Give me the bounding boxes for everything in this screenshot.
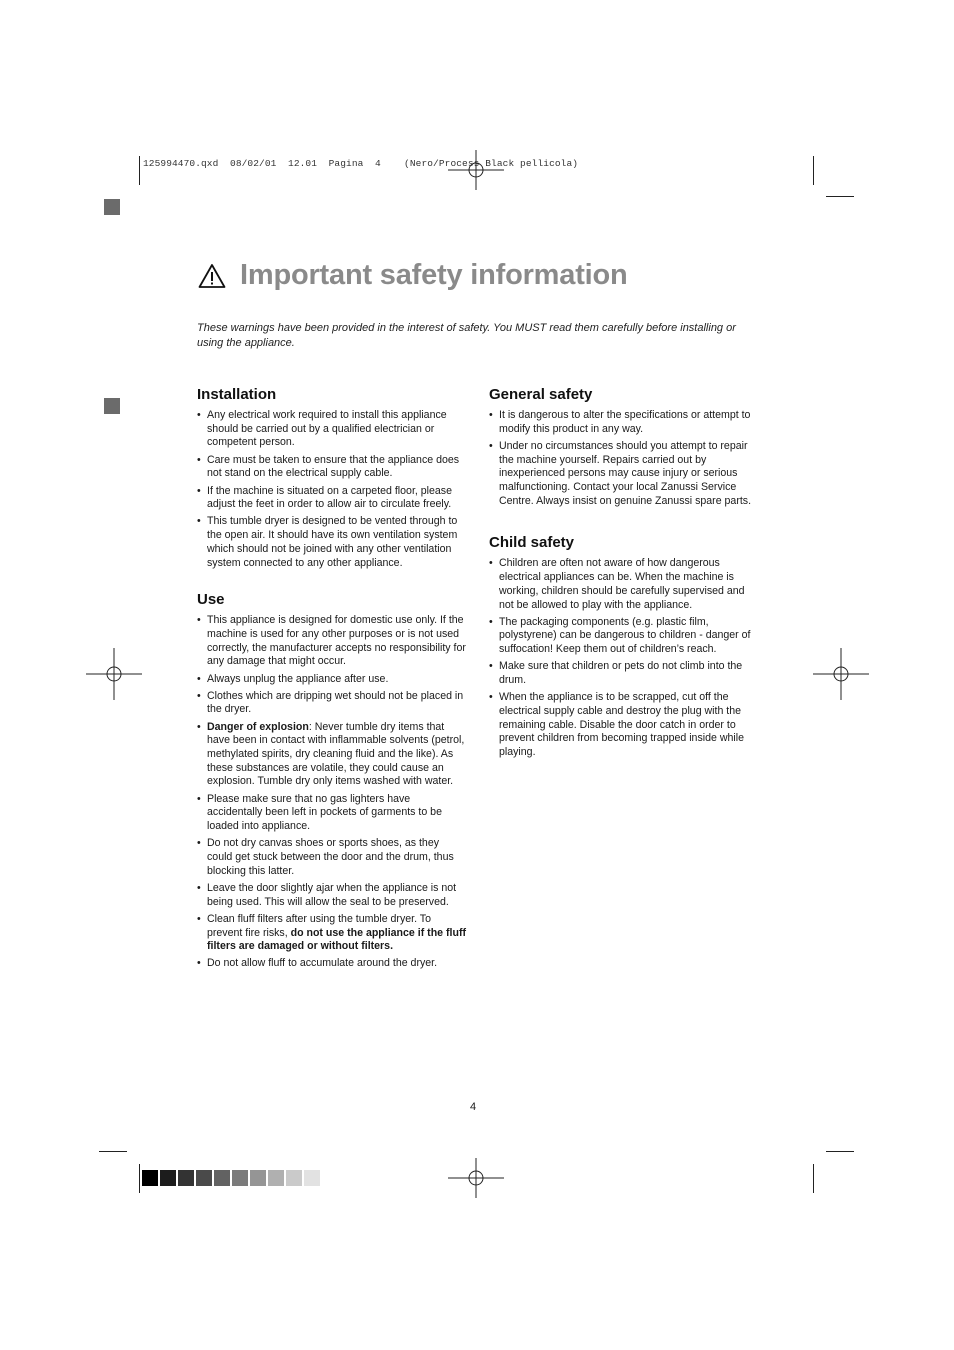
crop-mark [139,156,140,185]
filter-text: Clean fluff filters after using the tumble dryer. To prevent fire risks, [207,912,431,939]
child-safety-section [489,534,759,759]
intro-text: These warnings have been provided in the interest of safety. You MUST read them carefully before installing or using the appliance. [197,322,736,349]
list-item: • Always unplug the appliance after use. [197,673,467,687]
registration-mark-icon [448,1150,504,1206]
crop-mark [826,196,854,197]
section-heading: Use [197,591,225,609]
list-item: • This tumble dryer is designed to be vented through to the open air. It should have its own ventilation system which should not be joined with any other ventilation system connected to any other appliance. [197,515,467,570]
registration-mark-icon [86,646,142,702]
list-item: • Make sure that children or pets do not climb into the drum. [489,660,759,687]
color-swatch [196,1170,212,1186]
crop-mark [99,1151,127,1152]
page-title-text: Important safety information [240,259,628,291]
page-number: 4 [470,1101,477,1113]
danger-label: Danger of explosion [207,720,309,733]
list-item: • Please make sure that no gas lighters have accidentally been left in pockets of garments to be loaded into appliance. [197,793,467,834]
list-item: • Do not dry canvas shoes or sports shoes, as they could get stuck between the door and the drum, thus blocking this latter. [197,837,467,878]
crop-mark [826,1151,854,1152]
list-item: • Children are often not aware of how dangerous electrical appliances can be. When the machine is working, children should be carefully supervised and not be allowed to play with the appliance. [489,557,759,612]
color-swatch [250,1170,266,1186]
list-item: • Care must be taken to ensure that the appliance does not stand on the electrical supply cable. [197,454,467,481]
use-section [197,591,467,971]
color-swatch [268,1170,284,1186]
print-slug: 125994470.qxd 08/02/01 12.01 Pagina 4 (Nero/Process Black pellicola) [143,158,579,169]
filter-warning: do not use the appliance if the fluff filters are damaged or without filters. [207,926,466,953]
list-item [197,913,467,954]
list-item: • Under no circumstances should you attempt to repair the machine yourself. Repairs carried out by inexperienced persons may cause injury or serious malfunctioning. Contact your local Zanussi Service Centre. Always insist on genuine Zanussi spare parts. [489,440,759,509]
page-title [198,259,628,292]
gray-marker [104,199,120,215]
left-column [197,386,467,992]
section-heading: Installation [197,386,277,403]
warning-triangle-icon [198,263,226,289]
crop-mark [813,1164,814,1193]
color-swatch [160,1170,176,1186]
danger-text: : Never tumble dry items that have been in contact with inflammable solvents (petrol, methylated spirits, dry cleaning fluid and the like). As these substances are volatile, they could cause an explosion. Tumble dry only items washed with water. [207,720,465,788]
registration-mark-icon [448,142,504,198]
gray-marker [104,398,120,414]
section-heading: Child safety [489,534,575,552]
list-item: • It is dangerous to alter the specifications or attempt to modify this product in any way. [489,409,759,436]
list-item: • Leave the door slightly ajar when the appliance is not being used. This will allow the seal to be preserved. [197,882,467,909]
crop-mark [813,156,814,185]
list-item: • Clothes which are dripping wet should not be placed in the dryer. [197,690,467,717]
color-swatch [232,1170,248,1186]
right-column [489,386,759,781]
list-item: • When the appliance is to be scrapped, cut off the electrical supply cable and destroy the plug with the remaining cable. Disable the door catch in order to prevent children from becoming trapped inside while playing. [489,691,759,760]
list-item: • This appliance is designed for domestic use only. If the machine is used for any other purposes or is not used correctly, the manufacturer accepts no responsibility for any damage that might occur. [197,614,467,669]
list-item: • The packaging components (e.g. plastic film, polystyrene) can be dangerous to children - danger of suffocation! Keep them out of children’s reach. [489,616,759,657]
list-item: • Do not allow fluff to accumulate around the dryer. [197,957,467,971]
installation-section [197,386,467,570]
crop-mark [139,1164,140,1193]
color-swatch [142,1170,158,1186]
list-item: • Any electrical work required to install this appliance should be carried out by a qualified electrician or competent person. [197,409,467,450]
list-item: • If the machine is situated on a carpeted floor, please adjust the feet in order to allow air to circulate freely. [197,485,467,512]
color-swatch [178,1170,194,1186]
color-swatch [214,1170,230,1186]
color-swatch [286,1170,302,1186]
general-safety-section [489,386,759,508]
registration-mark-icon [813,646,869,702]
list-item [197,721,467,790]
section-heading: General safety [489,386,593,403]
color-swatch [304,1170,320,1186]
